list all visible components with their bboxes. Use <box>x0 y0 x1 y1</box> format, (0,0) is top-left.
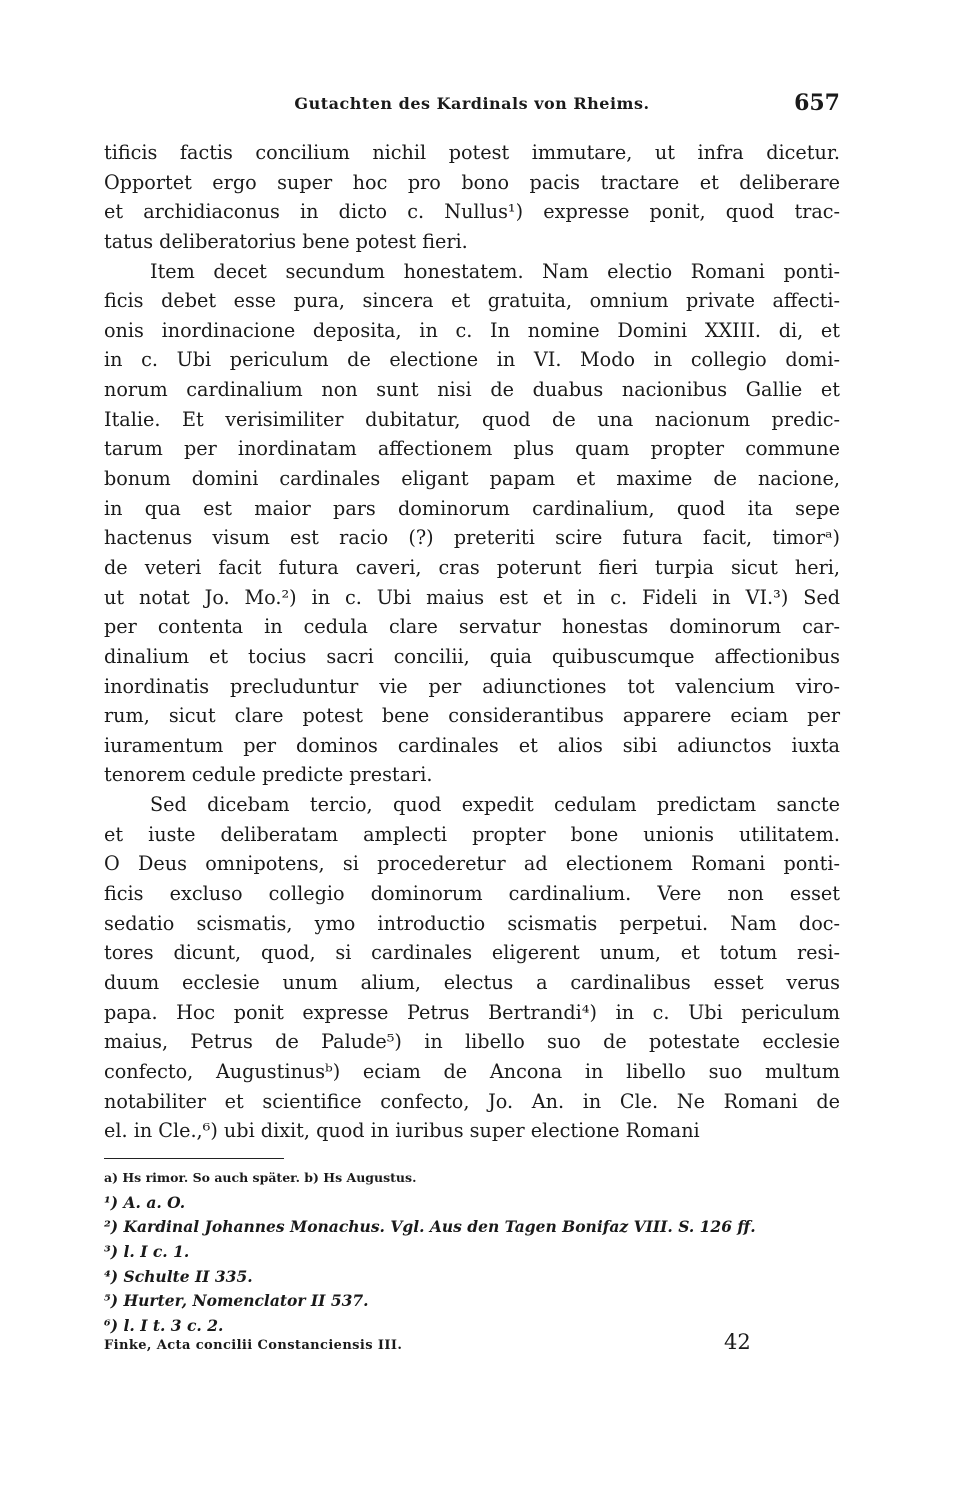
text-line: hactenus visum est racio (?) preteriti scire futura facit, timorᵃ) <box>104 526 840 550</box>
text-line: et archidiaconus in dicto c. Nullus¹) expresse ponit, quod trac- <box>104 200 840 224</box>
text-line: ut notat Jo. Mo.²) in c. Ubi maius est et in c. Fideli in VI.³) Sed <box>104 585 840 609</box>
text-line: ficis debet esse pura, sincera et gratuita, omnium private affecti- <box>104 289 840 313</box>
text-line: iuramentum per dominos cardinales et alios sibi adiunctos iuxta <box>104 733 840 757</box>
text-line: papa. Hoc ponit expresse Petrus Bertrandi⁴) in c. Ubi periculum <box>104 1000 840 1024</box>
page-footer <box>104 1330 840 1360</box>
footnote: ³) l. I c. 1. <box>104 1242 190 1262</box>
text-line: tificis factis concilium nichil potest immutare, ut infra dicetur. <box>104 141 840 164</box>
footnote-rule <box>104 1158 284 1159</box>
footnote: ⁶) l. I t. 3 c. 2. <box>104 1316 224 1336</box>
text-line: Opportet ergo super hoc pro bono pacis tractare et deliberare <box>104 170 840 194</box>
text-line: tores dicunt, quod, si cardinales eligerent unum, et totum resi- <box>104 941 840 965</box>
text-line: per contenta in cedula clare servatur honestas dominorum car- <box>104 615 840 639</box>
text-line: Italie. Et verisimiliter dubitatur, quod de una nacionum predic- <box>104 407 840 431</box>
footnotes <box>104 1166 840 1339</box>
text-line: el. in Cle.,⁶) ubi dixit, quod in iuribus super electione Romani <box>104 1119 700 1143</box>
text-line: inordinatis precluduntur vie per adiunctiones tot valencium viro- <box>104 674 840 698</box>
text-line: duum ecclesie unum alium, electus a cardinalibus esset verus <box>104 970 840 994</box>
text-line: in qua est maior pars dominorum cardinalium, quod ita sepe <box>104 496 840 520</box>
text-line: dinalium et tocius sacri concilii, quia quibuscumque affectionibus <box>104 644 840 668</box>
page-header <box>104 90 840 124</box>
text-line: et iuste deliberatam amplecti propter bone unionis utilitatem. <box>104 822 840 846</box>
printer-signature: Finke, Acta concilii Constanciensis III. <box>104 1338 403 1353</box>
footnote: ⁵) Hurter, Nomenclator II 537. <box>104 1291 369 1311</box>
footnote: ²) Kardinal Johannes Monachus. Vgl. Aus den Tagen Bonifaz VIII. S. 126 ff. <box>104 1217 756 1237</box>
text-line: norum cardinalium non sunt nisi de duabus nacionibus Gallie et <box>104 378 840 402</box>
text-line: Item decet secundum honestatem. Nam electio Romani ponti- <box>150 259 840 283</box>
text-line: Sed dicebam tercio, quod expedit cedulam predictam sancte <box>150 793 840 817</box>
footnote: a) Hs rimor. So auch später. b) Hs Augustus. <box>104 1170 417 1185</box>
text-line: in c. Ubi periculum de electione in VI. Modo in collegio domi- <box>104 348 840 372</box>
text-line: rum, sicut clare potest bene considerantibus apparere eciam per <box>104 704 840 728</box>
text-line: bonum domini cardinales eligant papam et maxime de nacione, <box>104 467 840 491</box>
text-line: ficis excluso collegio dominorum cardinalium. Vere non esset <box>104 882 840 906</box>
text-line: tatus deliberatorius bene potest fieri. <box>104 229 468 253</box>
text-line: sedatio scismatis, ymo introductio scismatis perpetui. Nam doc- <box>104 911 840 935</box>
text-line: notabiliter et scientifice confecto, Jo. An. in Cle. Ne Romani de <box>104 1089 840 1113</box>
text-line: maius, Petrus de Palude⁵) in libello suo de potestate ecclesie <box>104 1030 840 1054</box>
sheet-number: 42 <box>724 1330 751 1354</box>
running-head: Gutachten des Kardinals von Rheims. <box>294 94 650 113</box>
text-line: tarum per inordinatam affectionem plus quam propter commune <box>104 437 840 461</box>
text-line: de veteri facit futura caveri, cras poterunt fieri turpia sicut heri, <box>104 555 840 579</box>
text-line: tenorem cedule predicte prestari. <box>104 763 433 787</box>
text-line: O Deus omnipotens, si procederetur ad electionem Romani ponti- <box>104 852 840 876</box>
text-line: onis inordinacione deposita, in c. In nomine Domini XXIII. di, et <box>104 318 840 342</box>
page-number: 657 <box>794 90 840 116</box>
text-line: confecto, Augustinusᵇ) eciam de Ancona in libello suo multum <box>104 1059 840 1083</box>
body-text <box>104 138 840 1146</box>
footnote: ⁴) Schulte II 335. <box>104 1266 253 1286</box>
footnote: ¹) A. a. O. <box>104 1192 186 1212</box>
